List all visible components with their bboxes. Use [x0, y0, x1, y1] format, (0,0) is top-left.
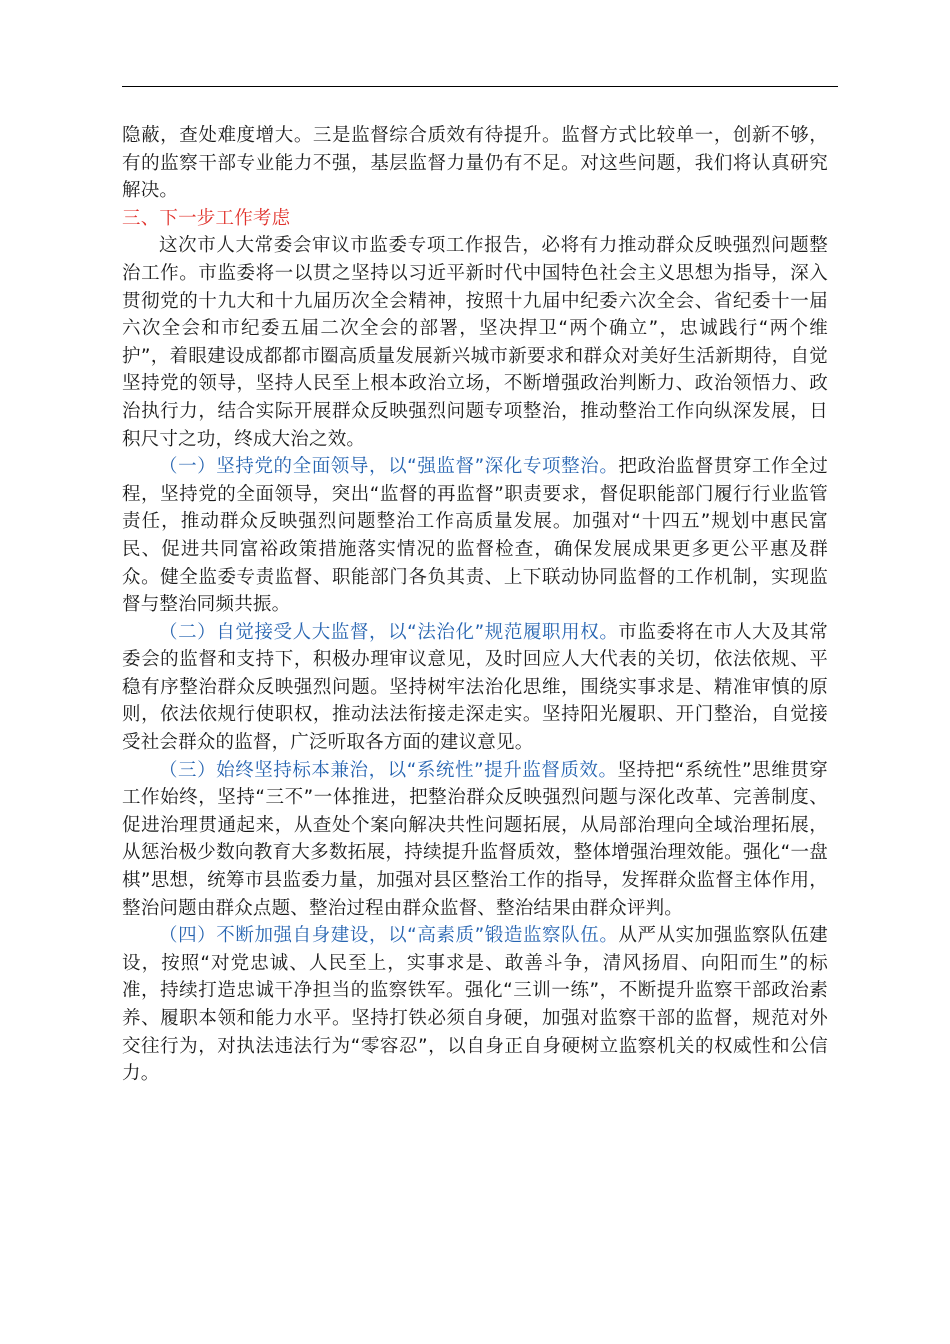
item-2-lead: （二）自觉接受人大监督，以“法治化”规范履职用权。: [159, 621, 619, 643]
item-3-lead: （三）始终坚持标本兼治，以“系统性”提升监督质效。: [159, 759, 618, 781]
intro-paragraph: 这次市人大常委会审议市监委专项工作报告，必将有力推动群众反映强烈问题整治工作。市监委将一以贯之坚持以习近平新时代中国特色社会主义思想为指导，深入贯彻党的十九大和十九届历次全会精神，按照十九届中纪委六次全会、省纪委十一届六次全会和市纪委五届二次全会的部署，坚决捍卫“两个确立”，忠诚践行“两个维护”，着眼建设成都都市圈高质量发展新兴城市新要求和群众对美好生活新期待，自觉坚持党的领导，坚持人民至上根本政治立场，不断增强政治判断力、政治领悟力、政治执行力，结合实际开展群众反映强烈问题专项整治，推动整治工作向纵深发展，日积尺寸之功，终成大治之效。: [122, 235, 828, 450]
item-paragraph-3: [122, 757, 828, 923]
item-1-lead: （一）坚持党的全面领导，以“强监督”深化专项整治。: [159, 456, 619, 478]
item-1-text: 把政治监督贯穿工作全过程，坚持党的全面领导，突出“监督的再监督”职责要求，督促职能部门履行行业监管责任，推动群众反映强烈问题整治工作高质量发展。加强对“十四五”规划中惠民富民、促进共同富裕政策措施落实情况的监督检查，确保发展成果更多更公平惠及群众。健全监委专责监督、职能部门各负其责、上下联动协同监督的工作机制，实现监督与整治同频共振。: [122, 456, 829, 616]
header-rule: [122, 86, 838, 87]
item-4-text: 从严从实加强监察队伍建设，按照“对党忠诚、人民至上，实事求是、敢善斗争，清风扬眉、向阳而生”的标准，持续打造忠诚干净担当的监察铁军。强化“三训一练”，不断提升监察干部政治素养、履职本领和能力水平。坚持打铁必须自身硬，加强对监察干部的监督，规范对外交往行为，对执法违法行为“零容忍”，以自身正自身硬树立监察机关的权威性和公信力。: [122, 925, 829, 1085]
continuation-paragraph: 隐蔽，查处难度增大。三是监督综合质效有待提升。监督方式比较单一，创新不够，有的监察干部专业能力不强，基层监督力量仍有不足。对这些问题，我们将认真研究解决。: [122, 125, 828, 202]
item-3-text: 坚持把“系统性”思维贯穿工作始终，坚持“三不”一体推进，把整治群众反映强烈问题与深化改革、完善制度、促进治理贯通起来，从查处个案向解决共性问题拓展，从局部治理向全域治理拓展，从惩治极少数向教育大多数拓展，持续提升监督质效，整体增强治理效能。强化“一盘棋”思想，统筹市县监委力量，加强对县区整治工作的指导，发挥群众监督主体作用，整治问题由群众点题、整治过程由群众监督、整治结果由群众评判。: [122, 759, 828, 919]
item-2-text: 市监委将在市人大及其常委会的监督和支持下，积极办理审议意见，及时回应人大代表的关切，依法依规、平稳有序整治群众反映强烈问题。坚持树牢法治化思维，围绕实事求是、精准审慎的原则，依法依规行使职权，推动法法衔接走深走实。坚持阳光履职、开门整治，自觉接受社会群众的监督，广泛听取各方面的建议意见。: [122, 621, 829, 754]
item-paragraph-2: [122, 619, 828, 757]
item-4-lead: （四）不断加强自身建设，以“高素质”锻造监察队伍。: [159, 925, 619, 947]
document-body: [122, 122, 828, 1088]
section-heading: 三、下一步工作考虑: [122, 207, 291, 229]
item-paragraph-4: [122, 922, 828, 1088]
item-paragraph-1: [122, 453, 828, 619]
